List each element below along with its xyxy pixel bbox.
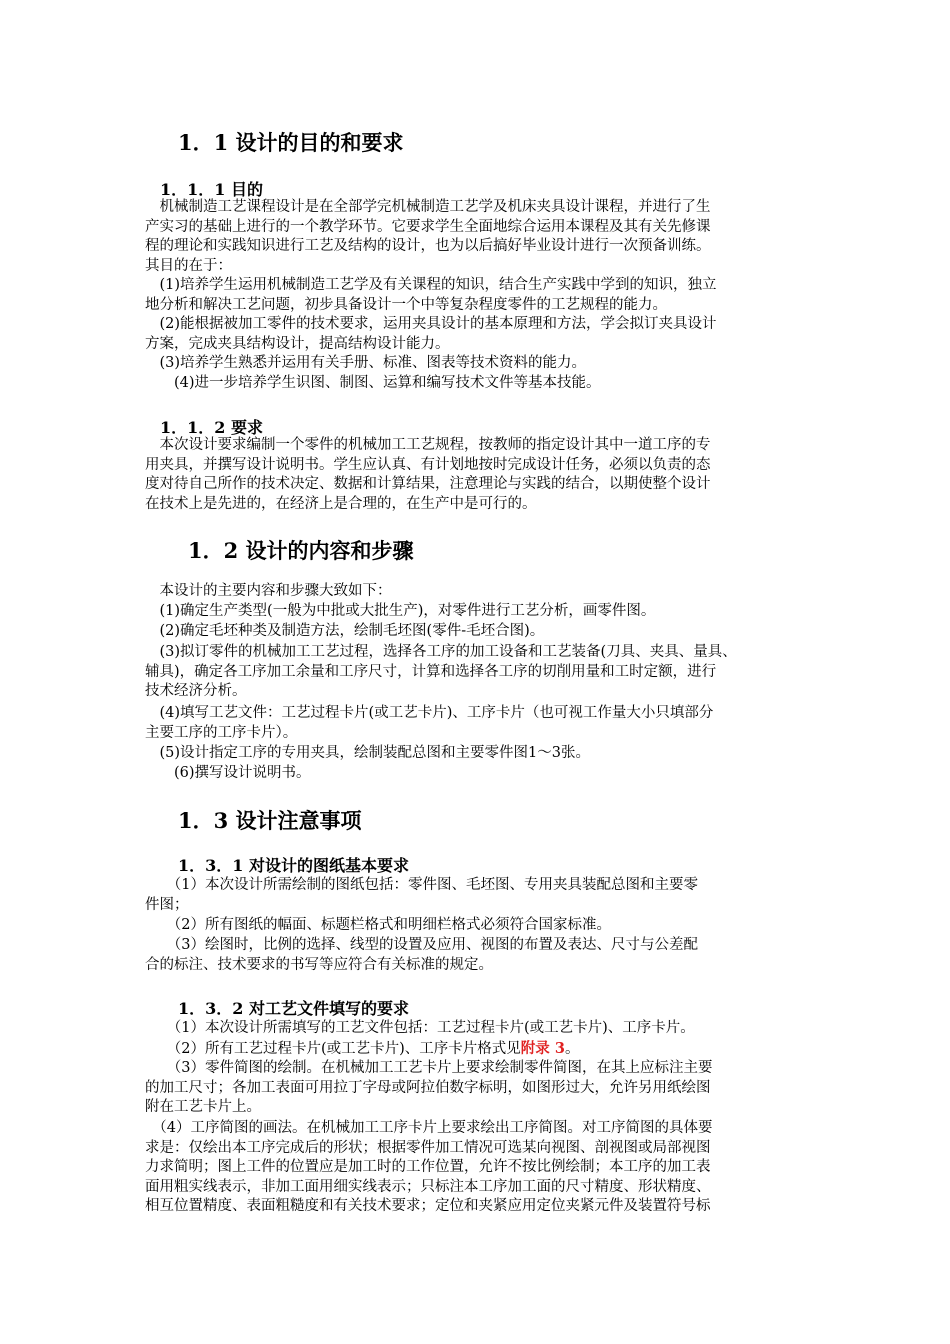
- paragraph-drawing-3: （3）绘图时，比例的选择、线型的设置及应用、视图的布置及表达、尺寸与公差配 合的标注、技术要求的书写等应符合有关标准的规定。: [145, 937, 698, 973]
- section-1-3-2-heading: 1．3．2 对工艺文件填写的要求: [178, 999, 409, 1018]
- paragraph-step-2: (2)确定毛坯种类及制造方法，绘制毛坯图(零件-毛坯合图)。: [145, 623, 545, 639]
- paragraph-step-3: (3)拟订零件的机械加工工艺过程，选择各工序的加工设备和工艺装备(刀具、夹具、量具、 辅具)，确定各工序加工余量和工序尺寸，计算和选择各工序的切削用量和工时定额，进行 技术经济分析。: [145, 644, 737, 699]
- paragraph-purpose-2: (2)能根据被加工零件的技术要求，运用夹具设计的基本原理和方法，学会拟订夹具设计 方案，完成夹具结构设计，提高结构设计能力。: [145, 316, 717, 352]
- paragraph-purpose-3: (3)培养学生熟悉并运用有关手册、标准、图表等技术资料的能力。: [145, 355, 587, 371]
- paragraph-docs-1: （1）本次设计所需填写的工艺文件包括：工艺过程卡片(或工艺卡片)、工序卡片。: [145, 1020, 695, 1036]
- section-1-2-heading: 1．2 设计的内容和步骤: [188, 538, 414, 563]
- paragraph-step-1: (1)确定生产类型(一般为中批或大批生产)，对零件进行工艺分析，画零件图。: [145, 603, 656, 619]
- section-1-1-heading: 1．1 设计的目的和要求: [178, 130, 404, 155]
- paragraph-drawing-2: （2）所有图纸的幅面、标题栏格式和明细栏格式必须符合国家标准。: [145, 917, 611, 933]
- section-1-1-2-heading: 1．1．2 要求: [160, 418, 263, 437]
- paragraph-step-4: (4)填写工艺文件：工艺过程卡片(或工艺卡片)、工序卡片（也可视工作量大小只填部分 主要工序的工序卡片）。: [145, 705, 714, 741]
- paragraph-requirements: 本次设计要求编制一个零件的机械加工工艺规程，按教师的指定设计其中一道工序的专 用夹具，并撰写设计说明书。学生应认真、有计划地按时完成设计任务，必须以负责的态 度对待自己所作的技术决定、数据和计算结果，注意理论与实践的结合，以期使整个设计 在技术上是先进的，在经济上是合理的，在生产中是可行的。: [145, 437, 711, 512]
- paragraph-step-6: (6)撰写设计说明书。: [145, 765, 311, 781]
- paragraph-purpose-intro: 机械制造工艺课程设计是在全部学完机械制造工艺学及机床夹具设计课程，并进行了生 产实习的基础上进行的一个教学环节。它要求学生全面地综合运用本课程及其有关先修课 程的理论和实践知识进行工艺及结构的设计，也为以后搞好毕业设计进行一次预备训练。 其目的在于：: [145, 199, 711, 274]
- paragraph-content-intro: 本设计的主要内容和步骤大致如下：: [145, 583, 392, 599]
- paragraph-step-5: (5)设计指定工序的专用夹具，绘制装配总图和主要零件图1～3张。: [145, 745, 590, 761]
- section-1-3-1-heading: 1．3．1 对设计的图纸基本要求: [178, 856, 409, 875]
- section-1-3-heading: 1．3 设计注意事项: [178, 808, 362, 833]
- paragraph-drawing-1: （1）本次设计所需绘制的图纸包括：零件图、毛坯图、专用夹具装配总图和主要零 件图；: [145, 877, 698, 913]
- paragraph-purpose-4: (4)进一步培养学生识图、制图、运算和编写技术文件等基本技能。: [145, 375, 601, 391]
- paragraph-docs-4: （4）工序简图的画法。在机械加工工序卡片上要求绘出工序简图。对工序简图的具体要 求是：仅绘出本工序完成后的形状；根据零件加工情况可选某向视图、剖视图或局部视图 力求简明；图上工件的位置应是加工时的工作位置，允许不按比例绘制；本工序的加工表 面用粗实线表示，非加工面用细实线表示；只标注本工序加工面的尺寸精度、形状精度、 相互位置精度、表面粗糙度和有关技术要求；定位和夹紧应用定位夹紧元件及装置符号标: [145, 1120, 713, 1214]
- paragraph-docs-3: （3）零件简图的绘制。在机械加工工艺卡片上要求绘制零件简图，在其上应标注主要 的加工尺寸；各加工表面可用拉丁字母或阿拉伯数字标明，如图形过大，允许另用纸绘图 附在工艺卡片上。: [145, 1060, 713, 1115]
- appendix-3-link[interactable]: 附录 3: [520, 1040, 565, 1057]
- paragraph-docs-2: （2）所有工艺过程卡片(或工艺卡片)、工序卡片格式见附录 3。: [145, 1040, 580, 1057]
- paragraph-purpose-1: (1)培养学生运用机械制造工艺学及有关课程的知识，结合生产实践中学到的知识，独立 地分析和解决工艺问题，初步具备设计一个中等复杂程度零件的工艺规程的能力。: [145, 277, 717, 313]
- section-1-1-1-heading: 1．1．1 目的: [160, 180, 263, 199]
